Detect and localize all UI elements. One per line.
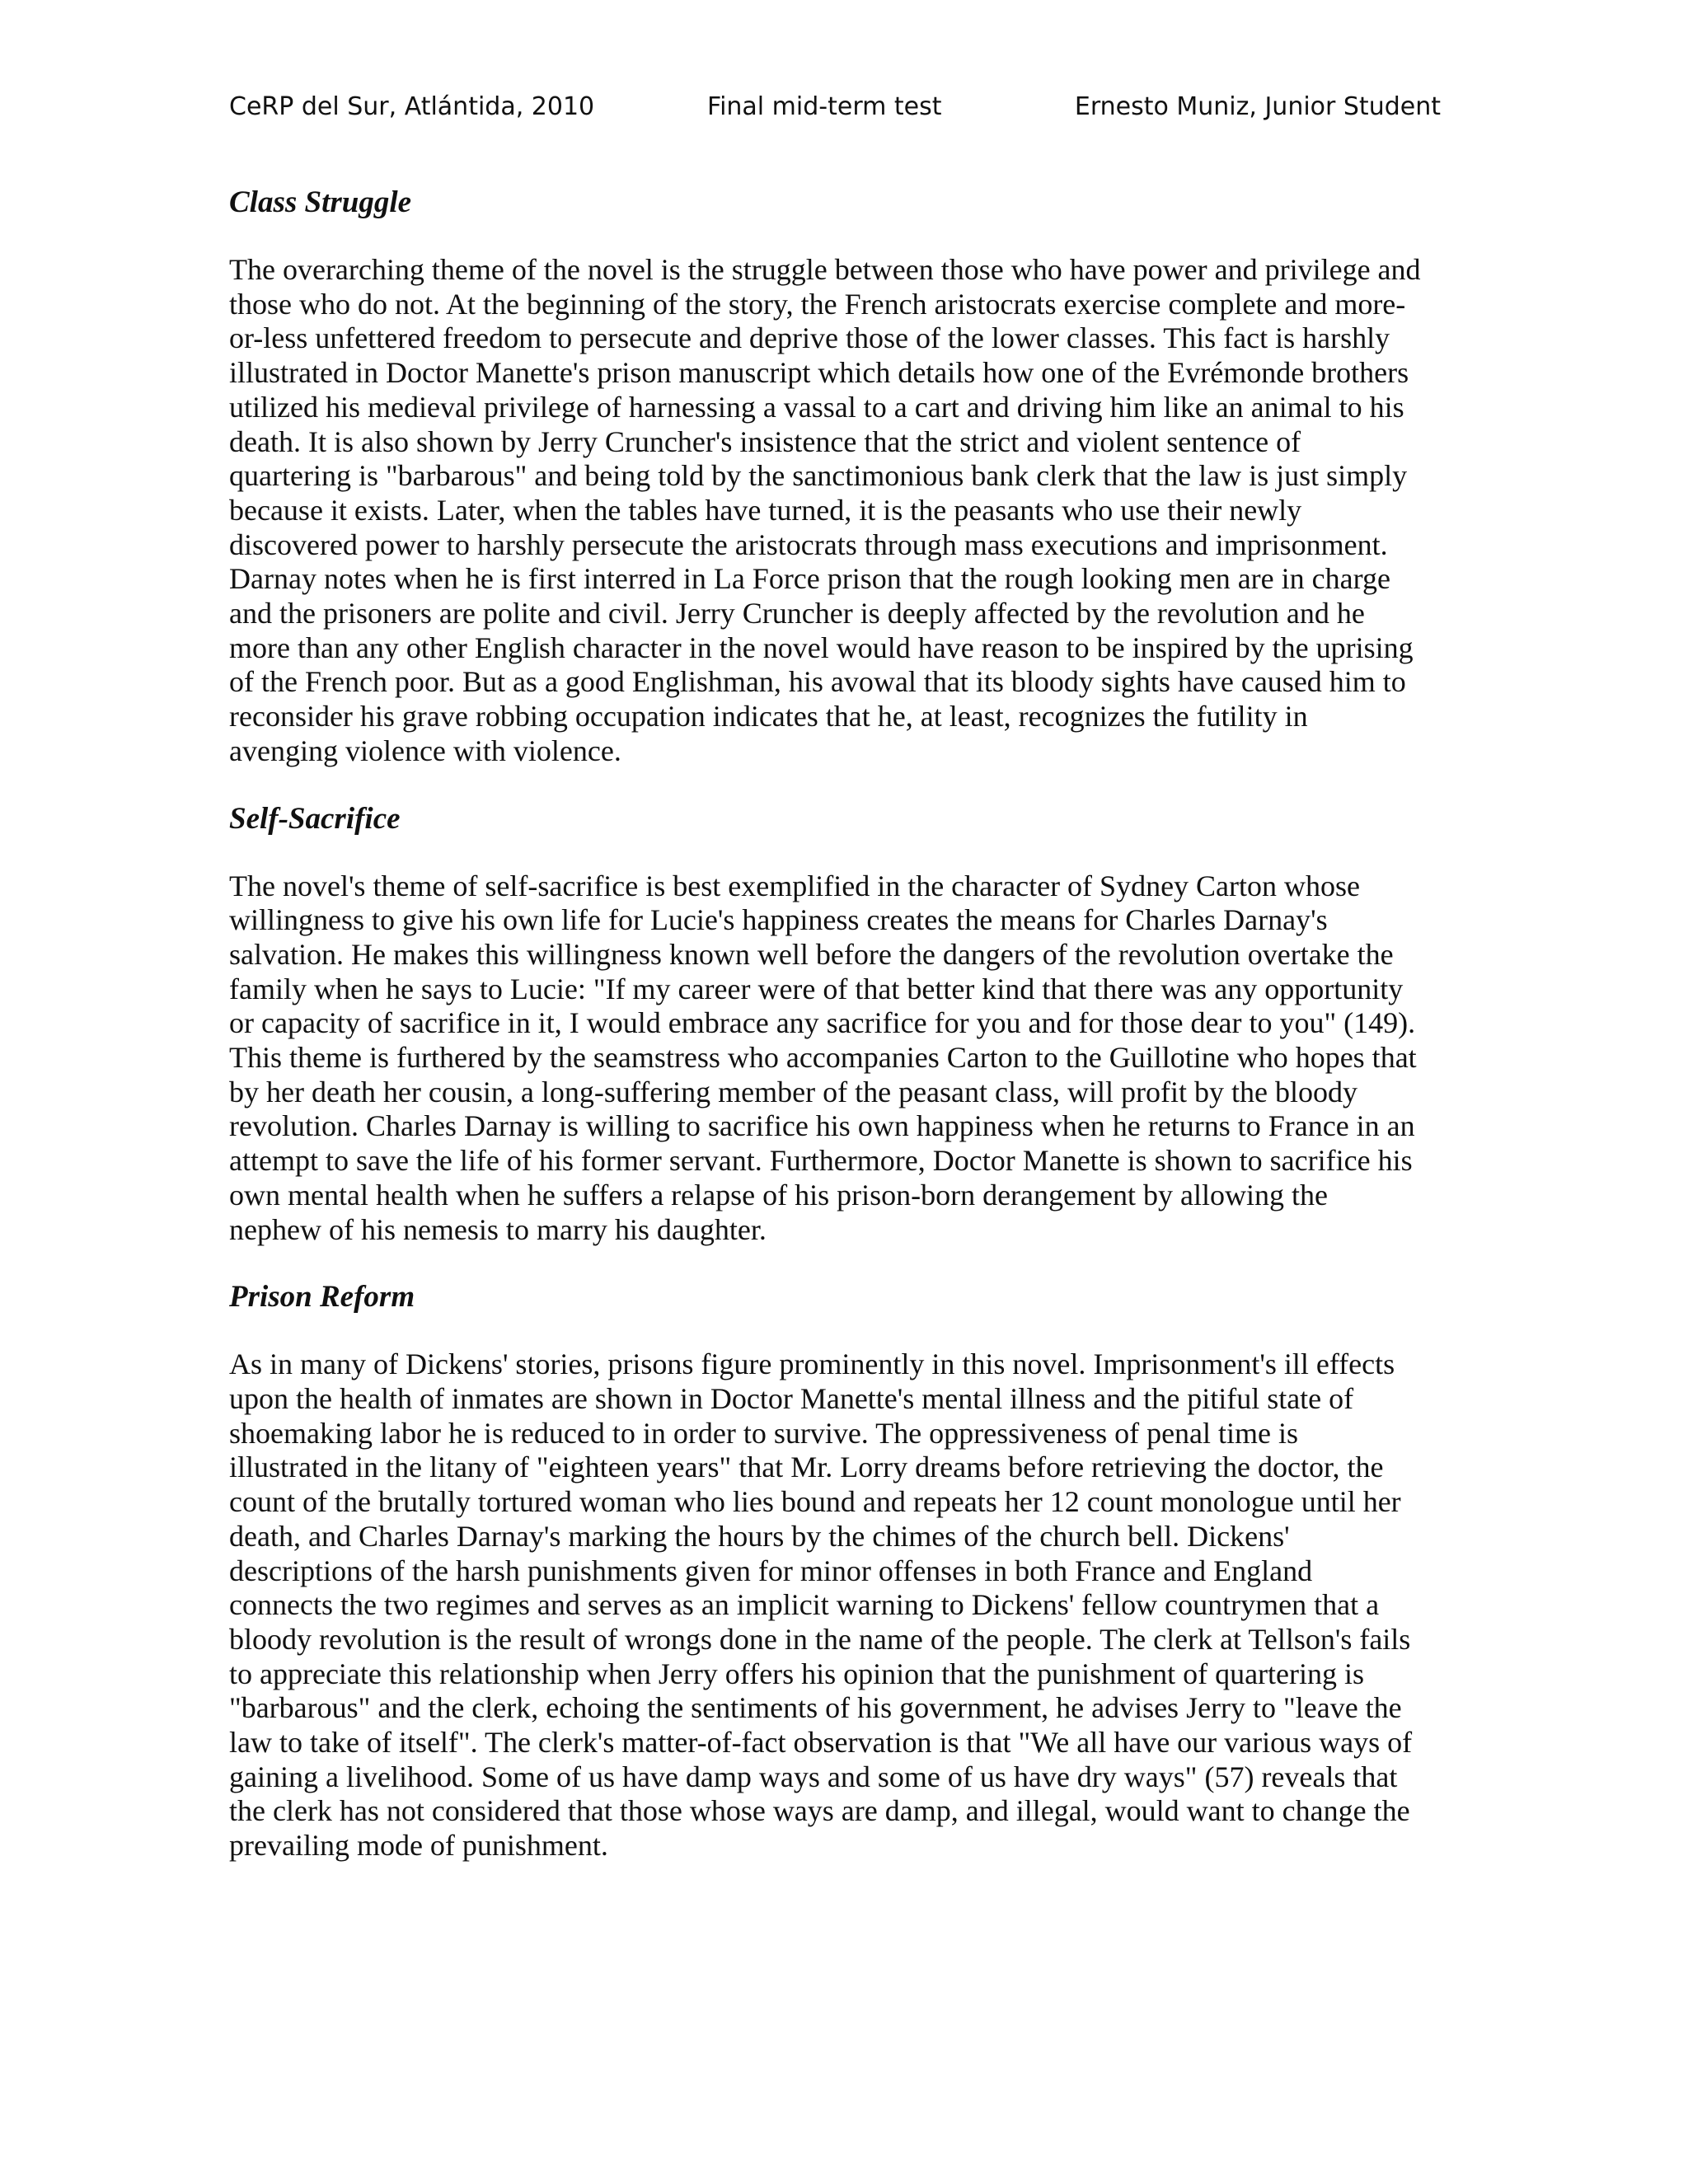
paragraph-line: or-less unfettered freedom to persecute and deprive those of the lower classes. This fact is harshly <box>229 321 1390 355</box>
paragraph-line: upon the health of inmates are shown in Doctor Manette's mental illness and the pitiful state of <box>229 1381 1354 1415</box>
paragraph-line: utilized his medieval privilege of harnessing a vassal to a cart and driving him like an animal to his <box>229 390 1404 424</box>
section-paragraph <box>229 253 1449 769</box>
paragraph-line: reconsider his grave robbing occupation indicates that he, at least, recognizes the futility in <box>229 700 1308 733</box>
paragraph-line: revolution. Charles Darnay is willing to sacrifice his own happiness when he returns to France in an <box>229 1109 1415 1143</box>
paragraph-line: descriptions of the harsh punishments given for minor offenses in both France and England <box>229 1554 1313 1587</box>
paragraph-line: bloody revolution is the result of wrongs done in the name of the people. The clerk at Tellson's fails <box>229 1622 1411 1656</box>
paragraph-line: the clerk has not considered that those whose ways are damp, and illegal, would want to change the <box>229 1794 1410 1828</box>
header-institution: CeRP del Sur, Atlántida, 2010 <box>229 92 595 121</box>
paragraph-line: because it exists. Later, when the tables have turned, it is the peasants who use their newly <box>229 493 1302 527</box>
paragraph-line: by her death her cousin, a long-suffering member of the peasant class, will profit by the bloody <box>229 1075 1357 1108</box>
paragraph-line: The overarching theme of the novel is the struggle between those who have power and privilege and <box>229 253 1421 286</box>
section-class-struggle <box>229 185 1449 769</box>
paragraph-line: count of the brutally tortured woman who lies bound and repeats her 12 count monologue until her <box>229 1485 1401 1519</box>
paragraph-line: and the prisoners are polite and civil. Jerry Cruncher is deeply affected by the revolution and he <box>229 597 1365 630</box>
paragraph-line: As in many of Dickens' stories, prisons figure prominently in this novel. Imprisonment's ill effects <box>229 1347 1395 1381</box>
paragraph-line: prevailing mode of punishment. <box>229 1829 608 1863</box>
section-paragraph <box>229 869 1449 1248</box>
paragraph-line: shoemaking labor he is reduced to in order to survive. The oppressiveness of penal time is <box>229 1416 1299 1450</box>
paragraph-line: connects the two regimes and serves as an implicit warning to Dickens' fellow countrymen that a <box>229 1588 1380 1622</box>
paragraph-line: avenging violence with violence. <box>229 733 621 767</box>
paragraph-line: nephew of his nemesis to marry his daughter. <box>229 1212 767 1246</box>
paragraph-line: This theme is furthered by the seamstress who accompanies Carton to the Guillotine who hopes that <box>229 1041 1417 1075</box>
paragraph-line: own mental health when he suffers a relapse of his prison-born derangement by allowing the <box>229 1178 1328 1212</box>
section-heading: Prison Reform <box>229 1280 415 1315</box>
paragraph-line: illustrated in the litany of "eighteen years" that Mr. Lorry dreams before retrieving the doctor, the <box>229 1451 1384 1484</box>
header-test-title: Final mid-term test <box>707 92 942 121</box>
paragraph-line: attempt to save the life of his former servant. Furthermore, Doctor Manette is shown to sacrifice his <box>229 1144 1413 1178</box>
paragraph-line: illustrated in Doctor Manette's prison manuscript which details how one of the Evrémonde brothers <box>229 356 1409 390</box>
paragraph-line: quartering is "barbarous" and being told by the sanctimonious bank clerk that the law is just simply <box>229 459 1408 493</box>
section-heading: Self-Sacrifice <box>229 801 401 836</box>
section-self-sacrifice <box>229 802 1449 1248</box>
paragraph-line: more than any other English character in the novel would have reason to be inspired by the uprising <box>229 630 1414 664</box>
paragraph-line: willingness to give his own life for Lucie's happiness creates the means for Charles Darnay's <box>229 903 1328 937</box>
paragraph-line: "barbarous" and the clerk, echoing the sentiments of his government, he advises Jerry to "leave the <box>229 1691 1402 1725</box>
paragraph-line: gaining a livelihood. Some of us have damp ways and some of us have dry ways" (57) reveals that <box>229 1760 1398 1793</box>
paragraph-line: or capacity of sacrifice in it, I would embrace any sacrifice for you and for those dear to you" (149). <box>229 1006 1416 1040</box>
section-heading: Class Struggle <box>229 185 412 219</box>
header-student-name: Ernesto Muniz, Junior Student <box>1074 92 1441 121</box>
paragraph-line: death. It is also shown by Jerry Cruncher's insistence that the strict and violent sentence of <box>229 424 1301 458</box>
paragraph-line: Darnay notes when he is first interred in La Force prison that the rough looking men are in charge <box>229 562 1390 596</box>
paragraph-line: family when he says to Lucie: "If my career were of that better kind that there was any opportunity <box>229 972 1404 1005</box>
paragraph-line: The novel's theme of self-sacrifice is best exemplified in the character of Sydney Carton whose <box>229 869 1361 902</box>
paragraph-line: discovered power to harshly persecute the aristocrats through mass executions and imprisonment. <box>229 527 1388 561</box>
paragraph-line: death, and Charles Darnay's marking the hours by the chimes of the church bell. Dickens' <box>229 1519 1290 1553</box>
page-header <box>229 92 1441 138</box>
section-prison-reform <box>229 1280 1449 1863</box>
paragraph-line: those who do not. At the beginning of the story, the French aristocrats exercise complete and more- <box>229 287 1406 321</box>
paragraph-line: to appreciate this relationship when Jerry offers his opinion that the punishment of quartering is <box>229 1657 1365 1690</box>
paragraph-line: salvation. He makes this willingness known well before the dangers of the revolution overtake the <box>229 937 1394 971</box>
document-body <box>229 185 1449 1896</box>
paragraph-line: of the French poor. But as a good Englishman, his avowal that its bloody sights have caused him to <box>229 665 1406 699</box>
section-paragraph <box>229 1347 1449 1863</box>
paragraph-line: law to take of itself". The clerk's matter-of-fact observation is that "We all have our various ways of <box>229 1726 1413 1760</box>
